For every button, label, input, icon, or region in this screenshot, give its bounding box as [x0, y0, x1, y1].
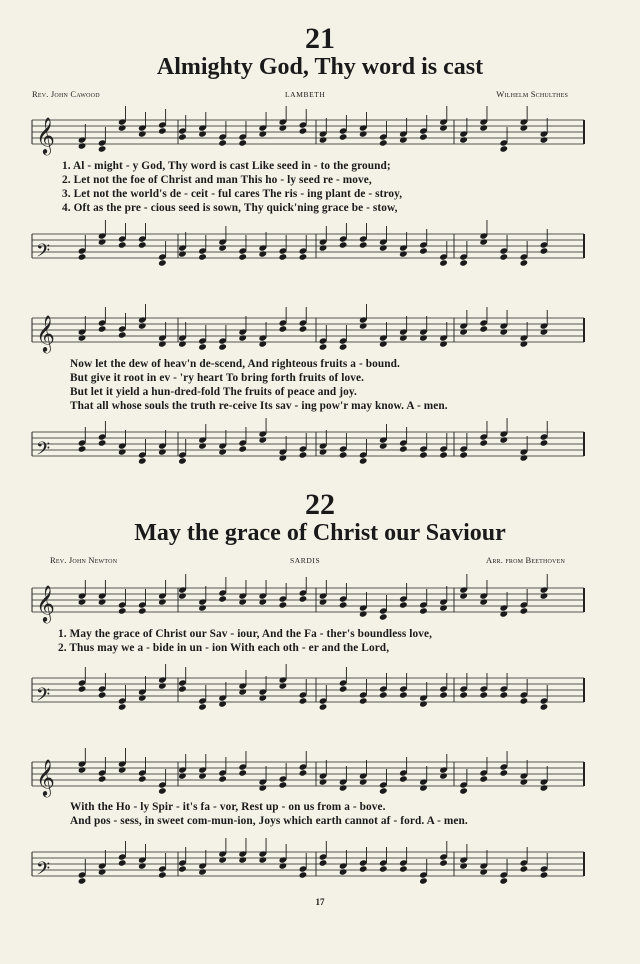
lyric-line: Now let the dew of heav'n de-scend, And righteous fruits a - bound.	[70, 358, 400, 370]
lyric-line: 4. Oft as the pre - cious seed is sown, Thy quick'ning grace be - stow,	[62, 202, 398, 214]
tune-name: SARDIS	[290, 556, 321, 565]
bass-staff	[0, 672, 640, 712]
lyric-line: 2. Let not the foe of Christ and man This ho - ly seed re - move,	[62, 174, 372, 186]
lyric-line: With the Ho - ly Spir - it's fa - vor, Rest up - on us from a - bove.	[70, 801, 386, 813]
lyric-line: But give it root in ev - 'ry heart To bring forth fruits of love.	[70, 372, 365, 384]
svg-text:𝄢: 𝄢	[36, 439, 51, 464]
hymn-number: 21	[305, 22, 335, 55]
treble-staff	[0, 114, 640, 154]
bass-staff	[0, 846, 640, 886]
svg-text:𝄞: 𝄞	[36, 758, 55, 796]
treble-staff	[0, 312, 640, 352]
composer-credit: Arr. from Beethoven	[486, 555, 565, 565]
bass-staff	[0, 426, 640, 466]
hymn-title: Almighty God, Thy word is cast	[156, 54, 484, 80]
lyric-line: 1. Al - might - y God, Thy word is cast Like seed in - to the ground;	[62, 160, 391, 172]
lyric-line: 3. Let not the world's de - ceit - ful cares The ris - ing plant de - stroy,	[62, 188, 403, 200]
hymn-number: 22	[305, 488, 335, 521]
svg-text:𝄢: 𝄢	[36, 859, 51, 884]
author-credit: Rev. John Newton	[50, 555, 118, 565]
hymn-title: May the grace of Christ our Saviour	[134, 520, 506, 546]
lyric-line: That all whose souls the truth re-ceive Its sav - ing pow'r may know. A - men.	[70, 400, 448, 412]
bass-staff	[0, 228, 640, 268]
author-credit: Rev. John Cawood	[32, 89, 100, 99]
tune-name: LAMBETH	[285, 90, 326, 99]
composer-credit: Wilhelm Schulthes	[496, 89, 568, 99]
treble-staff	[0, 756, 640, 796]
treble-staff	[0, 582, 640, 622]
svg-text:𝄞: 𝄞	[36, 116, 55, 154]
svg-text:𝄢: 𝄢	[36, 685, 51, 710]
lyric-line: 2. Thus may we a - bide in un - ion With each oth - er and the Lord,	[58, 642, 390, 654]
svg-text:𝄞: 𝄞	[36, 314, 55, 352]
lyric-line: 1. May the grace of Christ our Sav - iour, And the Fa - ther's boundless love,	[58, 628, 433, 640]
svg-text:𝄞: 𝄞	[36, 584, 55, 622]
lyric-line: But let it yield a hun-dred-fold The fruits of peace and joy.	[70, 386, 357, 398]
page-number: 17	[315, 897, 325, 907]
svg-text:𝄢: 𝄢	[36, 241, 51, 266]
lyric-line: And pos - sess, in sweet com-mun-ion, Joys which earth cannot af - ford. A - men.	[70, 815, 468, 827]
